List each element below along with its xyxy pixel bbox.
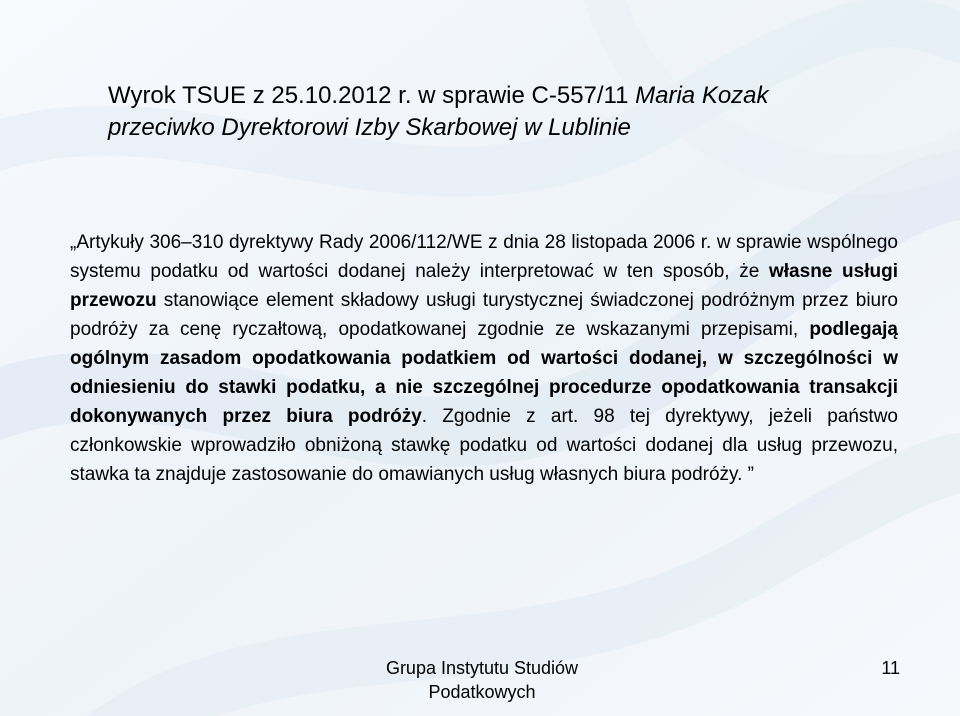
title-italic-1: Maria Kozak	[635, 82, 769, 109]
footer-organization: Grupa Instytutu Studiów Podatkowych	[385, 658, 579, 702]
title-part1: Wyrok TSUE z 25.10.2012 r. w sprawie C-557/11	[108, 82, 636, 109]
quote-text-3: . Zgodnie z art. 98 tej dyrektywy, jeżeli państwo członkowskie wprowadziło obniżoną stawkę podatku od wartości dodanej dla usług przewozu, stawka ta znajduje zastosowanie do omawianych usług własnych biura podróży. ”	[70, 406, 898, 485]
slide-title	[108, 80, 868, 144]
quote-bold-2: podlegają ogólnym zasadom opodatkowania podatkiem od wartości dodanej, w szczególności w odniesieniu do stawki podatku, a nie szczególnej procedurze opodatkowania transakcji dokonywanych przez biura podróży	[70, 319, 898, 427]
page-number: 11	[881, 658, 900, 678]
title-italic-2: przeciwko Dyrektorowi Izby Skarbowej w Lublinie	[108, 114, 631, 141]
quote-text-2: stanowiące element składowy usługi turystycznej świadczonej podróżnym przez biuro podróży za cenę ryczałtową, opodatkowanej zgodnie ze wskazanymi przepisami,	[70, 290, 898, 340]
judgment-quote	[70, 228, 898, 489]
quote-bold-1: własne usługi przewozu	[70, 261, 898, 311]
quote-text-1: „Artykuły 306–310 dyrektywy Rady 2006/112/WE z dnia 28 listopada 2006 r. w sprawie wspólnego systemu podatku od wartości dodanej należy interpretować w ten sposób, że	[70, 232, 898, 282]
